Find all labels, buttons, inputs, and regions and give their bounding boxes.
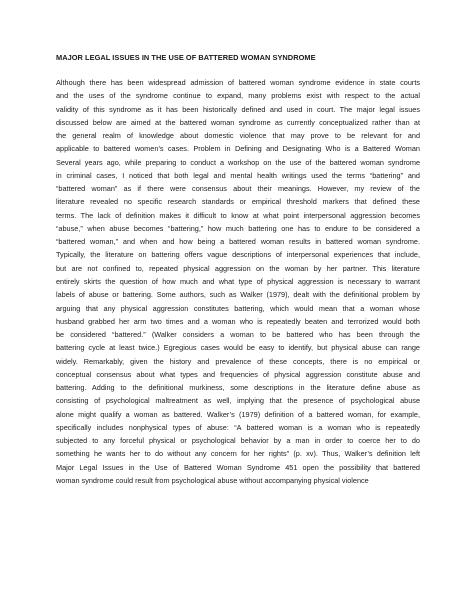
paragraph-line: woman syndrome could result from psychological abuse without accompanying physical violence [56, 475, 369, 485]
paragraph-line: subjected to any forceful physical or psychological behavior by a man in order to coerce her to do [56, 436, 420, 446]
body-paragraph [56, 76, 420, 487]
paragraph-line: consisting of psychological maltreatment as well, implying that the presence of psychological abuse [56, 396, 420, 406]
paragraph-line: be considered “battered.” (Walker considers a woman to be battered who has been through the [56, 330, 420, 340]
paragraph-line: labels of abuse or battering. Some authors, such as Walker (1979), dealt with the definitional problem by [56, 290, 420, 300]
paragraph-line: conceptual consensus about what types and frequencies of physical aggression constitute abuse and [56, 369, 420, 379]
paragraph-line: literature revealed no specific research standards or empirical threshold markers that defined these [56, 197, 420, 207]
paragraph-line: the general realm of knowledge about domestic violence that may prove to be relevant for and [56, 131, 420, 141]
document-title: MAJOR LEGAL ISSUES IN THE USE OF BATTERED WOMAN SYNDROME [56, 53, 316, 62]
paragraph-line: “abuse,” when abuse becomes “battering,” how much battering one has to endure to be considered a [56, 223, 420, 233]
paragraph-line: Major Legal Issues in the Use of Battered Woman Syndrome 451 open the possibility that battered [56, 462, 420, 472]
paragraph-line: specifically includes nonphysical types of abuse: “A battered woman is a woman who is repeatedly [56, 422, 420, 432]
paragraph-line: but are not confined to, repeated physical aggression on the woman by her partner. This literature [56, 263, 420, 273]
paragraph-line: battering. Adding to the definitional murkiness, some descriptions in the literature define abuse as [56, 383, 420, 393]
paragraph-line: husband grabbed her arm two times and a woman who is repeatedly beaten and terrorized would both [56, 316, 420, 326]
paragraph-line: Although there has been widespread admission of battered woman syndrome evidence in state courts [56, 78, 420, 87]
paragraph-line: applicable to battered women’s cases. Problem in Defining and Designating Who is a Battered Woman [56, 144, 420, 154]
paragraph-line: arguing that any physical aggression constitutes battering, which would mean that a woman whose [56, 303, 420, 313]
paragraph-line: battering cycle at least twice.) Egregious cases would be easy to identify, but physical abuse can range [56, 343, 420, 353]
paragraph-line: “battered woman,” and when and how being a battered woman results in battered woman syndrome. [56, 237, 420, 247]
paragraph-line: widely. Remarkably, given the history and prevalence of these concepts, there is no empirical or [56, 356, 420, 366]
paragraph-line: and the uses of the syndrome continue to expand, many problems exist with respect to the actual [56, 91, 420, 101]
paragraph-line: Several years ago, while preparing to conduct a workshop on the use of the battered woman syndrome [56, 157, 420, 167]
paragraph-line: discussed below are aimed at the battered woman syndrome as currently conceptualized rather than at [56, 117, 420, 127]
paragraph-line: entirely skirts the question of how much and what type of physical aggression is necessary to warrant [56, 276, 420, 286]
paragraph-line: terms. The lack of definition makes it difficult to know at what point interpersonal aggression becomes [56, 210, 420, 220]
paragraph-line: “battered woman” as if there were consensus about their meanings. However, my review of the [56, 184, 420, 194]
paragraph-line: validity of this syndrome as it has been historically defined and used in court. The major legal issues [56, 104, 420, 114]
paragraph-line: alone might qualify a woman as battered. Walker’s (1979) definition of a battered woman, for example, [56, 409, 420, 419]
paragraph-line: Typically, the literature on battering offers vague descriptions of interpersonal experiences that include, [56, 250, 420, 260]
paragraph-line: something he wants her to do without any concern for her rights” (p. xv). Thus, Walker’s definition left [56, 449, 420, 459]
paragraph-line: in criminal cases, I noticed that both legal and mental health writings used the terms “battering” and [56, 170, 420, 180]
